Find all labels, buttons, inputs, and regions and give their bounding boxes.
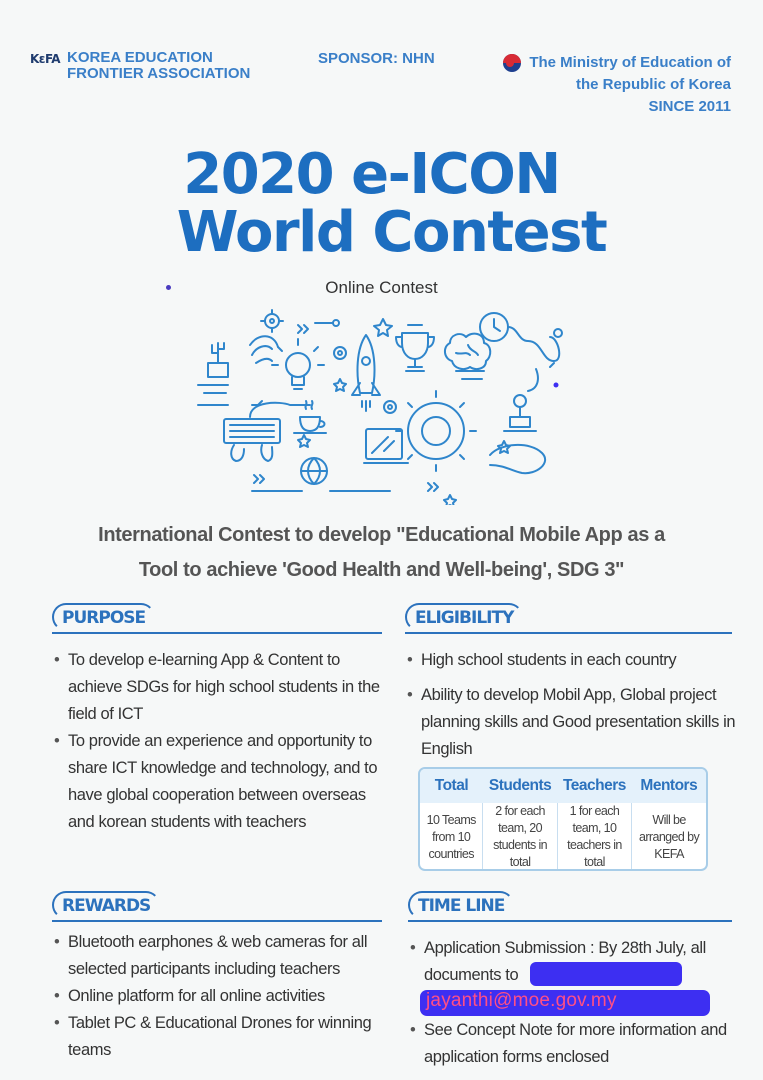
participants-table bbox=[418, 767, 708, 871]
sponsor-label: SPONSOR: NHN bbox=[318, 50, 435, 67]
ministry-line1: The Ministry of Education of bbox=[529, 54, 731, 71]
organization-name bbox=[67, 50, 250, 82]
ministry-label bbox=[529, 52, 731, 118]
cactus-icon bbox=[198, 343, 228, 393]
subtitle-line1: International Contest to develop "Educational Mobile App as a bbox=[98, 524, 665, 546]
purpose-title: PURPOSE bbox=[52, 603, 155, 631]
org-name-line2: FRONTIER ASSOCIATION bbox=[67, 65, 251, 82]
star-icon bbox=[374, 319, 392, 336]
table-header: Total bbox=[420, 769, 483, 803]
contest-subtitle bbox=[0, 518, 763, 588]
purpose-heading bbox=[52, 603, 382, 631]
list-item: • See Concept Note for more information and application forms enclosed bbox=[408, 1017, 728, 1071]
globe-icon bbox=[301, 458, 327, 484]
redaction-mark bbox=[530, 962, 682, 986]
contest-title-line1: 2020 e-ICON bbox=[183, 142, 560, 207]
section-divider bbox=[408, 920, 732, 922]
list-item: • Tablet PC & Educational Drones for winning teams bbox=[52, 1010, 372, 1064]
table-header: Students bbox=[483, 769, 557, 803]
section-divider bbox=[405, 632, 732, 634]
contest-title-line2: World Contest bbox=[176, 200, 607, 265]
table-cell: 2 for each team, 20 students in total bbox=[483, 803, 557, 871]
rewards-title: REWARDS bbox=[52, 891, 160, 919]
list-item: • Online platform for all online activities bbox=[52, 983, 372, 1010]
list-item: • Bluetooth earphones & web cameras for all selected participants including teachers bbox=[52, 929, 372, 983]
rewards-heading bbox=[52, 891, 382, 919]
rewards-section bbox=[52, 891, 382, 1064]
lightbulb-icon bbox=[272, 339, 324, 389]
list-item: • To develop e-learning App & Content to achieve SDGs for high school students in the field of ICT bbox=[52, 647, 392, 728]
ministry-line2: the Republic of Korea bbox=[575, 76, 731, 93]
stopwatch-icon bbox=[480, 313, 559, 391]
subtitle-line2: Tool to achieve 'Good Health and Well-being', SDG 3" bbox=[138, 559, 625, 581]
innovation-illustration bbox=[190, 305, 580, 505]
eligibility-title: ELIGIBILITY bbox=[405, 603, 523, 631]
chevron-icons bbox=[254, 475, 438, 491]
kefa-logo: KεFA bbox=[30, 52, 61, 66]
list-item: • High school students in each country bbox=[405, 647, 737, 674]
table-header-row bbox=[420, 769, 706, 803]
section-divider bbox=[52, 632, 382, 634]
keyboard-icon bbox=[224, 403, 310, 461]
korea-emblem-icon bbox=[503, 54, 521, 72]
eligibility-section bbox=[405, 603, 736, 763]
table-cell: Will be arranged by KEFA bbox=[639, 812, 700, 861]
table-header: Teachers bbox=[557, 769, 631, 803]
gear-icon bbox=[396, 391, 476, 471]
online-contest-label: Online Contest bbox=[325, 278, 438, 297]
brain-icon bbox=[445, 334, 490, 379]
list-item: • Ability to develop Mobil App, Global project planning skills and Good presentation skills in English bbox=[405, 682, 737, 763]
trophy-icon bbox=[396, 325, 434, 371]
purpose-section bbox=[52, 603, 382, 836]
target-icon bbox=[334, 347, 346, 359]
table-row bbox=[420, 803, 706, 871]
table-cell: 10 Teams from 10 countries bbox=[420, 803, 483, 871]
eligibility-list bbox=[405, 647, 737, 763]
list-item: • To provide an experience and opportunity to share ICT knowledge and technology, and to have global cooperation between overseas and korean students with teachers bbox=[52, 728, 392, 836]
contact-email-link[interactable]: jayanthi@moe.gov.my bbox=[426, 990, 617, 1011]
org-name-line1: KOREA EDUCATION bbox=[67, 49, 213, 66]
touch-hand-icon bbox=[250, 336, 278, 363]
stamp-icon bbox=[490, 395, 545, 473]
drawing-tablet-icon bbox=[364, 429, 408, 463]
timeline-title: TIME LINE bbox=[408, 891, 514, 919]
ministry-since: SINCE 2011 bbox=[648, 98, 731, 115]
list-item: • Application Submission : By 28th July, all documents to bbox=[408, 935, 728, 989]
timeline-heading bbox=[408, 891, 732, 919]
target-icon bbox=[265, 314, 279, 328]
rewards-list bbox=[52, 929, 372, 1064]
eligibility-heading bbox=[405, 603, 732, 631]
section-divider bbox=[52, 920, 382, 922]
table-cell: 1 for each team, 10 teachers in total bbox=[557, 803, 631, 871]
purpose-list bbox=[52, 647, 392, 836]
rocket-icon bbox=[352, 335, 380, 411]
table-header: Mentors bbox=[632, 769, 706, 803]
